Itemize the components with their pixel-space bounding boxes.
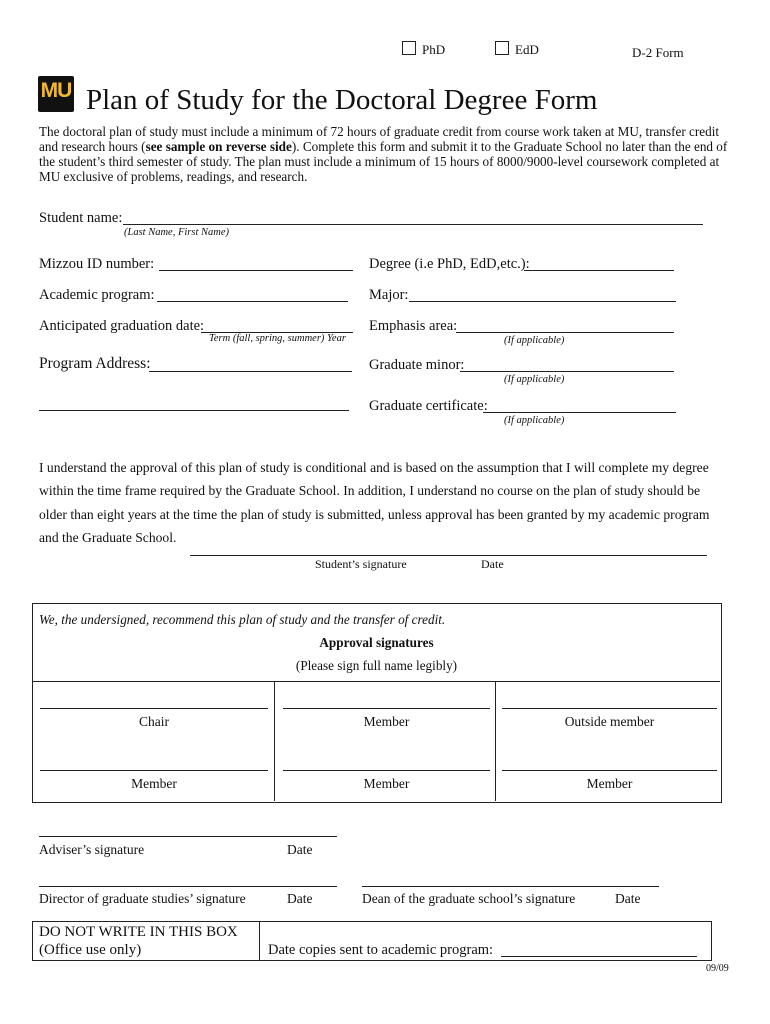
copies-sent-label: Date copies sent to academic program: [268, 942, 494, 958]
mu-logo [38, 76, 74, 112]
intro-text-1: The doctoral plan of study must include a minimum of 72 hours of graduate credit from course work taken at MU, transfer credit and research hours ( [39, 124, 720, 154]
student-name-hint: (Last Name, First Name) [124, 227, 229, 238]
mu-logo-text: MU [40, 79, 72, 102]
dean-signature-label: Dean of the graduate school’s signature [362, 891, 576, 906]
revision-code: 09/09 [706, 963, 729, 974]
academic-program-label: Academic program: [39, 287, 155, 303]
major-label: Major: [369, 287, 409, 303]
statement-line: I understand the approval of this plan of study is conditional and is based on the assumption that I will complete my degree [39, 460, 709, 475]
approval-divider [33, 681, 720, 682]
edd-option[interactable] [495, 41, 539, 58]
approval-recommend: We, the undersigned, recommend this plan of study and the transfer of credit. [39, 612, 446, 627]
chair-signature-field[interactable] [40, 708, 268, 709]
edd-label: EdD [515, 42, 539, 57]
dean-signature-field[interactable] [362, 886, 659, 887]
member-signature-field[interactable] [40, 770, 268, 771]
approval-heading: Approval signatures [319, 635, 434, 650]
grad-certificate-hint: (If applicable) [504, 415, 565, 426]
emphasis-hint: (If applicable) [504, 335, 565, 346]
intro-text-2: ). Complete this form and submit it to the Graduate School no later than the end of the student’s third semester of study. The plan must include a minimum of 15 hours of 8000/9000-level coursework completed at MU exclusive of problems, readings, and research. [39, 139, 728, 184]
page-title: Plan of Study for the Doctoral Degree Form [86, 84, 598, 116]
member-signature-field[interactable] [283, 770, 490, 771]
chair-label: Chair [139, 714, 169, 729]
student-name-field[interactable] [123, 224, 703, 225]
grad-minor-hint: (If applicable) [504, 374, 565, 385]
grad-certificate-field[interactable] [483, 412, 676, 413]
approval-column-divider [274, 681, 275, 801]
student-signature-date-label: Date [481, 557, 504, 571]
statement-line: older than eight years at the time the plan of study is submitted, unless approval has been granted by my academic program [39, 506, 710, 522]
academic-program-field[interactable] [157, 301, 348, 302]
dean-date-label: Date [615, 891, 641, 906]
statement-line: and the Graduate School. [39, 529, 177, 545]
grad-date-hint: Term (fall, spring, summer) Year [209, 333, 346, 344]
phd-label: PhD [422, 42, 446, 57]
intro-paragraph [39, 124, 729, 184]
grad-certificate-label: Graduate certificate: [369, 398, 488, 414]
office-use-box [32, 921, 712, 961]
director-date-label: Date [287, 891, 313, 906]
office-use-divider [259, 922, 260, 960]
edd-checkbox[interactable] [495, 41, 509, 55]
emphasis-field[interactable] [456, 332, 674, 333]
mizzou-id-field[interactable] [159, 270, 353, 271]
grad-minor-label: Graduate minor: [369, 357, 465, 373]
student-name-label: Student name: [39, 210, 123, 226]
member-label: Member [586, 776, 633, 791]
program-address-field-2[interactable] [39, 410, 349, 411]
degree-label: Degree (i.e PhD, EdD,etc.): [369, 256, 530, 272]
adviser-signature-label: Adviser’s signature [39, 842, 145, 857]
office-use-line2: (Office use only) [39, 942, 142, 958]
phd-option[interactable] [402, 41, 445, 58]
phd-checkbox[interactable] [402, 41, 416, 55]
outside-member-label: Outside member [564, 714, 655, 729]
mizzou-id-label: Mizzou ID number: [39, 256, 155, 272]
major-field[interactable] [409, 301, 676, 302]
program-address-label: Program Address: [39, 355, 151, 372]
grad-date-label: Anticipated graduation date: [39, 318, 205, 334]
member-signature-field[interactable] [283, 708, 490, 709]
statement-paragraph [39, 456, 709, 549]
degree-field[interactable] [524, 270, 674, 271]
approval-subheading: (Please sign full name legibly) [295, 658, 458, 673]
approval-box [32, 603, 722, 803]
member-signature-field[interactable] [502, 770, 717, 771]
director-signature-field[interactable] [39, 886, 337, 887]
member-label: Member [131, 776, 177, 791]
form-id: D-2 Form [632, 45, 684, 60]
office-use-line1: DO NOT WRITE IN THIS BOX [39, 924, 238, 940]
adviser-signature-field[interactable] [39, 836, 337, 837]
program-address-field[interactable] [149, 371, 352, 372]
statement-line: within the time frame required by the Graduate School. In addition, I understand no course on the plan of study should be [39, 483, 701, 499]
emphasis-label: Emphasis area: [369, 318, 458, 334]
outside-member-signature-field[interactable] [502, 708, 717, 709]
grad-minor-field[interactable] [460, 371, 674, 372]
student-signature-field[interactable] [190, 555, 707, 556]
adviser-date-label: Date [287, 842, 313, 857]
student-signature-label: Student’s signature [315, 557, 407, 571]
copies-sent-field[interactable] [501, 956, 697, 957]
director-signature-label: Director of graduate studies’ signature [39, 891, 246, 906]
member-label: Member [363, 776, 410, 791]
member-label: Member [363, 714, 410, 729]
intro-bold: see sample on reverse side [145, 139, 292, 154]
approval-column-divider [495, 681, 496, 801]
